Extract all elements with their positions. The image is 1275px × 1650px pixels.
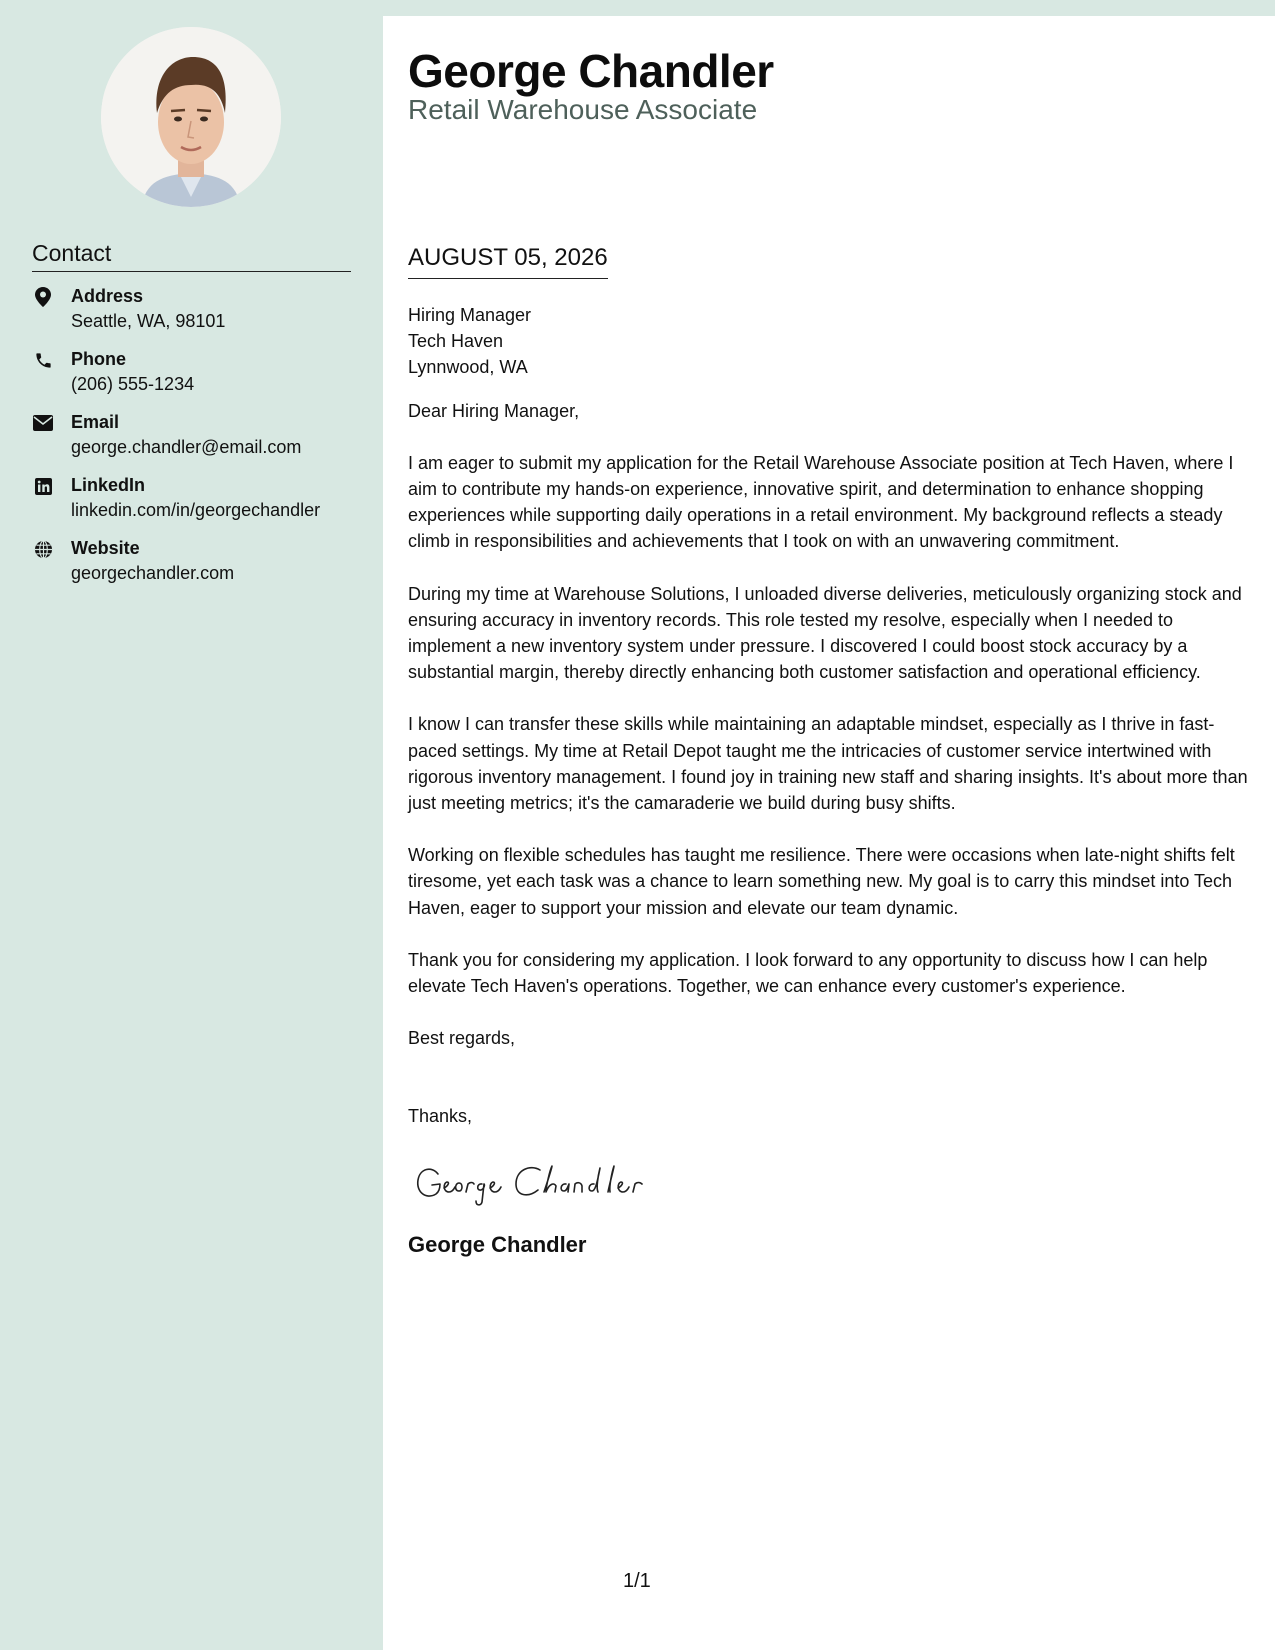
applicant-name: George Chandler	[408, 45, 774, 97]
contact-item-website	[32, 536, 362, 599]
letter-paragraph: Working on flexible schedules has taught me resilience. There were occasions when late-night shifts felt tiresome, yet each task was a chance to learn something new. My goal is to carry this mindset into Tech Haven, eager to support your mission and elevate our team dynamic.	[408, 845, 1235, 918]
sidebar	[0, 0, 383, 1650]
page-number: 1/1	[623, 1570, 651, 1592]
letter-paragraph: During my time at Warehouse Solutions, I unloaded diverse deliveries, meticulously organizing stock and ensuring accuracy in inventory records. This role tested my resolve, especially when I needed to implement a new inventory system under pressure. I discovered I could boost stock accuracy by a substantial margin, thereby directly enhancing both customer satisfaction and operational efficiency.	[408, 583, 1242, 683]
main-content	[383, 16, 1275, 1650]
signature-image	[412, 1156, 1258, 1216]
globe-icon	[32, 538, 54, 560]
letter-paragraph: I know I can transfer these skills while maintaining an adaptable mindset, especially as I thrive in fast-paced settings. My time at Retail Depot taught me the intricacies of customer service intertwined with rigorous inventory management. I found joy in training new staff and sharing insights. It's about more than just meeting metrics; it's the camaraderie we build during busy shifts.	[408, 714, 1248, 814]
linkedin-value[interactable]: linkedin.com/in/georgechandler	[71, 500, 321, 520]
contact-list	[32, 284, 362, 599]
recipient-line: Lynnwood, WA	[408, 357, 528, 378]
address-label: Address	[71, 286, 144, 306]
website-value[interactable]: georgechandler.com	[71, 563, 235, 583]
envelope-icon	[32, 412, 54, 434]
profile-photo	[101, 27, 281, 207]
recipient-block	[408, 302, 1258, 381]
contact-heading: Contact	[32, 240, 351, 272]
closing: Best regards,	[408, 1028, 516, 1049]
recipient-line: Hiring Manager	[408, 305, 532, 325]
contact-item-address	[32, 284, 362, 347]
website-label: Website	[71, 538, 140, 558]
map-pin-icon	[32, 286, 54, 308]
linkedin-icon	[32, 475, 54, 497]
linkedin-label: LinkedIn	[71, 475, 146, 495]
salutation: Dear Hiring Manager,	[408, 400, 580, 421]
letter-paragraph: I am eager to submit my application for the Retail Warehouse Associate position at Tech Haven, where I aim to contribute my hands-on experience, innovative spirit, and determination to enhance shopping experiences while supporting daily operations in a retail environment. My background reflects a steady climb in responsibilities and achievements that I took on with an unwavering commitment.	[408, 452, 1234, 552]
contact-item-email	[32, 410, 362, 473]
letter-body	[408, 302, 1258, 1258]
thanks: Thanks,	[408, 1106, 473, 1127]
contact-item-linkedin	[32, 473, 362, 536]
phone-icon	[32, 349, 54, 371]
phone-label: Phone	[71, 349, 127, 369]
address-value: Seattle, WA, 98101	[71, 311, 226, 331]
letter-date: AUGUST 05, 2026	[408, 244, 608, 279]
signed-name: George Chandler	[408, 1231, 587, 1257]
email-label: Email	[71, 412, 120, 432]
recipient-line: Tech Haven	[408, 331, 504, 352]
email-value[interactable]: george.chandler@email.com	[71, 437, 302, 457]
letter-paragraph: Thank you for considering my application. I look forward to any opportunity to discuss how I can help elevate Tech Haven's operations. Together, we can enhance every customer's experience.	[408, 949, 1208, 997]
contact-item-phone	[32, 347, 362, 410]
phone-value: (206) 555-1234	[71, 374, 195, 394]
job-title: Retail Warehouse Associate	[408, 94, 758, 125]
